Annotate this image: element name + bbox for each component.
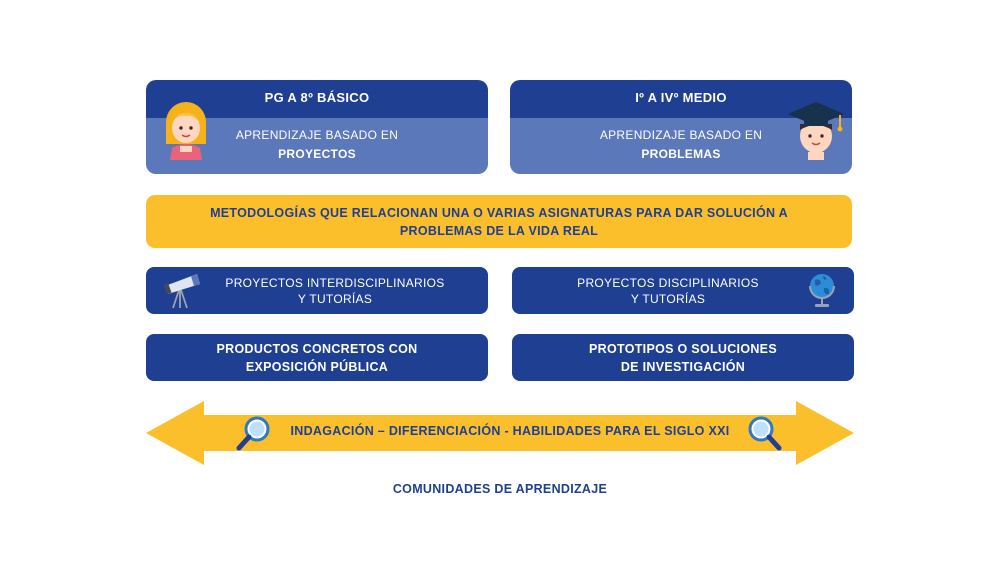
- card-subtitle-text: APRENDIZAJE BASADO EN: [235, 128, 399, 142]
- research-prototypes-label: PROTOTIPOS O SOLUCIONES DE INVESTIGACIÓN: [589, 341, 777, 374]
- disciplinary-projects-box: [512, 267, 854, 314]
- methodology-banner: [146, 195, 852, 248]
- card-emphasis: PROYECTOS: [278, 147, 356, 161]
- telescope-icon: [163, 272, 203, 310]
- research-prototypes-box: [512, 334, 854, 381]
- arrow-label: INDAGACIÓN – DIFERENCIACIÓN - HABILIDADES PARA EL SIGLO XXI: [290, 424, 730, 438]
- footer-title: COMUNIDADES DE APRENDIZAJE: [392, 482, 608, 496]
- card-title: Iº A IVº MEDIO: [635, 90, 727, 105]
- card-title: PG A 8º BÁSICO: [264, 90, 370, 105]
- magnifier-icon: [236, 415, 272, 451]
- disciplinary-projects-label: PROYECTOS DISCIPLINARIOS Y TUTORÍAS: [577, 275, 759, 306]
- globe-icon: [806, 270, 838, 310]
- card-subtitle-text: APRENDIZAJE BASADO EN: [599, 128, 763, 142]
- magnifier-icon: [746, 415, 782, 451]
- girl-avatar-icon: [158, 96, 214, 160]
- methodology-text: METODOLOGÍAS QUE RELACIONAN UNA O VARIAS ASIGNATURAS PARA DAR SOLUCIÓN A PROBLEMAS DE LA VIDA REAL: [210, 205, 788, 238]
- public-products-label: PRODUCTOS CONCRETOS CON EXPOSICIÓN PÚBLICA: [216, 341, 418, 374]
- card-emphasis: PROBLEMAS: [641, 147, 721, 161]
- graduate-avatar-icon: [786, 98, 846, 160]
- interdisciplinary-projects-label: PROYECTOS INTERDISCIPLINARIOS Y TUTORÍAS: [225, 275, 445, 306]
- public-products-box: [146, 334, 488, 381]
